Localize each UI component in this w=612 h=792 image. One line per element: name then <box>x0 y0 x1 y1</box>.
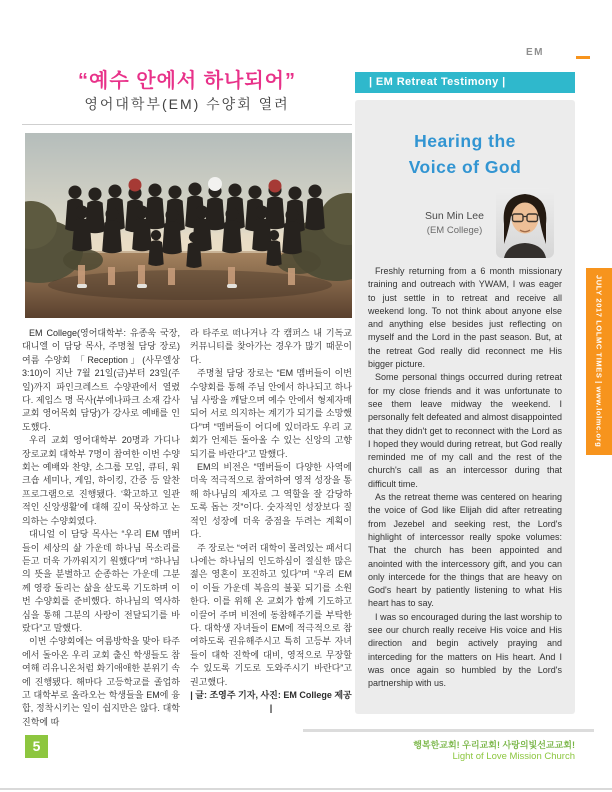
testimony-paragraph: As the retreat theme was centered on hearing the voice of God like Elijah did after retreating from Jezebel and seeking rest, the Lord's highlight of intercessor really spoke volumes: That the church has been appointed and anointed with the intercessory gift, and you can only intercede for the things that are heavy on God's heart by patiently listening to what His heart has to say. <box>368 492 562 609</box>
article-paragraph: 주 장로는 “여러 대학이 몰려있는 패서디나에는 하나님의 인도하심이 절실한 많은 젊은 영혼이 포진하고 있다”며 “우리 EM이 이들 가운데 복음의 불꽃 되기를 소원한다. 이를 위해 온 교회가 함께 기도하고 이끌어 주며 비전에 동참해주기를 부탁한다. 대학생 자녀들이 EM에 적극적으로 참여하도록 권유해주시고 특히 고등부 자녀들이 대학 진학에 대비, 영적으로 무장할 수 있도록 기도로 도와주시기 바란다”고 권고했다. <box>190 542 352 687</box>
testimony-panel <box>355 100 575 714</box>
author-names <box>425 210 484 236</box>
testimony-paragraph: I was so encouraged during the last worship to see our church really receive His voice and His direction and begin actively praying and interceding for the matters on His heart. And I was once again so humbled by the Lord's partnership with us. <box>368 611 562 689</box>
testimony-kicker-bar: | EM Retreat Testimony | <box>355 72 575 93</box>
testimony-title-line2: Voice of God <box>408 157 522 177</box>
testimony-title-line1: Hearing the <box>414 131 516 151</box>
author-block <box>425 188 554 258</box>
author-photo <box>496 188 554 258</box>
article-paragraph: 라 타주로 떠나거나 각 캠퍼스 내 기독교 커뮤니티를 찾아가는 경우가 많기 때문이다. <box>190 328 352 365</box>
article-column-1 <box>22 327 180 729</box>
group-photo-illustration <box>25 133 352 318</box>
footer-divider <box>303 729 594 732</box>
testimony-title <box>355 128 575 180</box>
article-title: “예수 안에서 하나되어” <box>78 70 296 92</box>
article-paragraph: 우리 교회 영어대학부 20명과 가디나 장로교회 대학부 7명이 참여한 이번 수양회는 예배와 찬양, 소그룹 모임, 큐티, 워크숍 세미나, 게임, 하이킹, 간증 등 알찬 프로그램으로 진행됐다. ‘확고하고 일관적인 신앙생활’에 대해 깊이 묵상하고 논의하는 수양회였다. <box>22 435 180 526</box>
page-number-badge: 5 <box>25 735 48 758</box>
article-paragraph: 이번 수양회에는 여름방학을 맞아 타주에서 돌아온 우리 교회 출신 학생들도 참여해 리유니온처럼 화기애애한 분위기 속에 진행됐다. 해마다 고등학교를 졸업하고 대학부로 올라오는 학생들을 EM에 융합, 정착시키는 일이 쉽지만은 않다. 대학 진학에 따 <box>22 636 180 727</box>
footer-slogan-korean: 행복한교회! 우리교회! 사랑의빛선교교회! <box>413 740 575 750</box>
testimony-paragraph: Some personal things occurred during retreat for my close friends and it was unfortunate to see them leave midway the weekend. I personally felt defeated and almost disappointed that they didn't get to reconnect with the Lord as I hoped they would during retreat, but God really reminded me of my call and the rest of the church's call as an intercessor during that difficult time. <box>368 372 562 489</box>
article-paragraph: EM College(영어대학부: 유종욱 국장, 대니엘 이 담당 목사, 주명철 담당 장로) 여름 수양회 「Reception」(사무엘상 3:10)이 지난 7월 21일(금)부터 23일(주일)까지 파인크레스트 수양관에서 열렸다. 제임스 명 목사(부에나파크 소재 감사교회 영어목회 담당)가 강사로 예배를 인도했다. <box>22 328 180 432</box>
article-paragraph: EM의 비전은 “멤버들이 다양한 사역에 더욱 적극적으로 참여하여 영적 성장을 통해 하나님의 제자로 그 역할을 잘 감당하도록 돕는 것”이다. 숫자적인 성장보다 질적인 성장에 더욱 중점을 두려는 계획이다. <box>190 462 352 540</box>
article-byline: | 글: 조영주 기자, 사진: EM College 제공 | <box>190 689 352 714</box>
issue-side-tab <box>586 268 612 455</box>
article-paragraph: 대니얼 이 담당 목사는 “우리 EM 멤버들이 세상의 삶 가운데 하나님 목소리를 듣고 더욱 가까워지기 원했다”며 “하나님의 뜻을 분별하고 순종하는 가운데 그분께 영광 돌리는 삶을 살도록 기도하며 이번 수양회를 준비했다. 하나님의 역사하심을 통해 그분의 사랑이 전달되기를 바랐다”고 말했다. <box>22 529 180 633</box>
article-paragraph: 주명철 담당 장로는 “EM 멤버들이 이번 수양회를 통해 주님 안에서 하나되고 하나님 사랑을 깨달으며 예수 안에서 형제자매 되어 서로 의지하는 계기가 되기를 소망했다”며 “멤버들이 어디에 있더라도 우리 교회가 언제든 돌아올 수 있는 신앙의 고향 되기를 바란다”고 말했다. <box>190 368 352 459</box>
author-name: Sun Min Lee <box>425 210 484 222</box>
article-column-2 <box>190 327 352 716</box>
author-affiliation: (EM College) <box>426 225 483 236</box>
section-label: EM <box>526 47 544 58</box>
group-photo <box>25 133 352 318</box>
section-tick-mark <box>576 56 590 59</box>
testimony-body <box>368 265 562 691</box>
title-divider <box>22 124 352 125</box>
author-portrait-illustration <box>496 188 554 258</box>
testimony-paragraph: Freshly returning from a 6 month missionary training and outreach with YWAM, I was eager to just settle in to retreat and receive all weekend long. To not think about anyone else and anything else besides just reflecting on myself and the Lord in the past season. But, at the retreat God really did reconnect me His bigger picture. <box>368 266 562 370</box>
issue-side-tab-text: JULY 2017 LOLMC TIMES | www.lolmc.org <box>594 275 604 448</box>
page-bottom-edge <box>0 788 612 790</box>
footer-church-name: Light of Love Mission Church <box>452 751 575 762</box>
article-subtitle: 영어대학부(EM) 수양회 열려 <box>84 96 290 112</box>
